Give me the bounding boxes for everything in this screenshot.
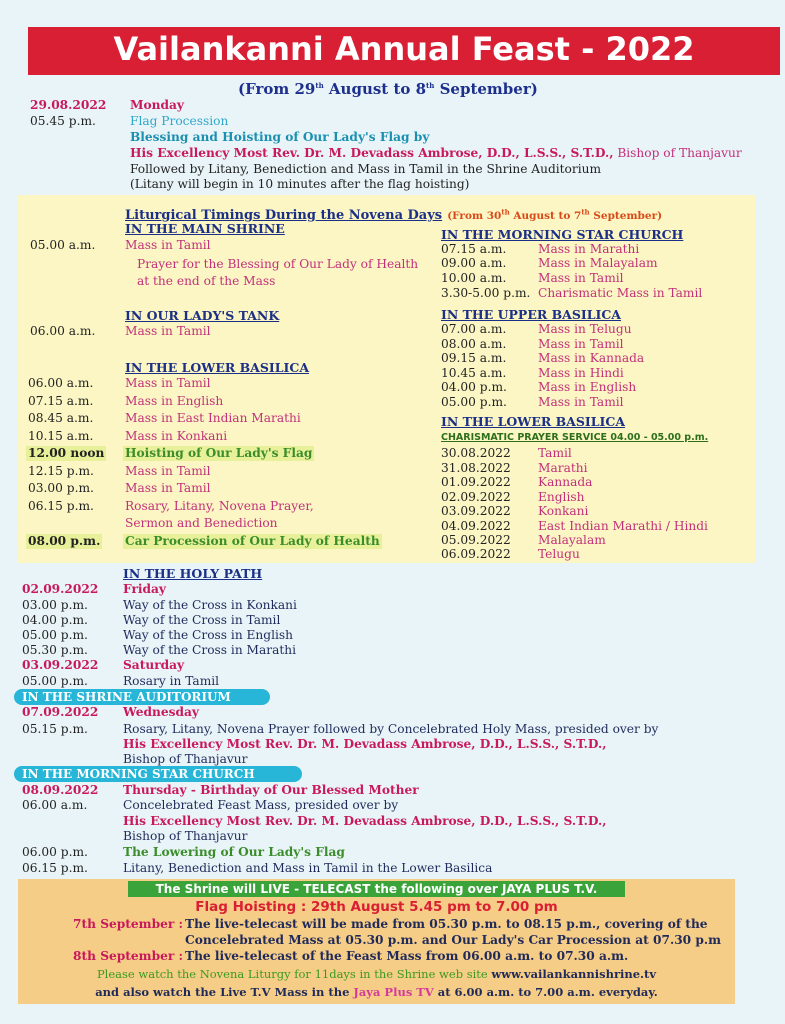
holy-path-date-2: 03.09.2022 bbox=[22, 658, 99, 672]
auditorium-pill: IN THE SHRINE AUDITORIUM bbox=[14, 689, 270, 705]
charismatic-lang-2: Marathi bbox=[538, 461, 588, 475]
upper-basilica-time-6: 05.00 p.m. bbox=[441, 395, 507, 409]
opening-line3: Followed by Litany, Benediction and Mass in Tamil in the Shrine Auditorium bbox=[130, 162, 602, 176]
lower-basilica-time-8: 06.15 p.m. bbox=[28, 499, 94, 513]
upper-basilica-time-4: 10.45 a.m. bbox=[441, 366, 507, 380]
lower-basilica-right-header: IN THE LOWER BASILICA bbox=[441, 414, 626, 429]
lower-basilica-event-7: Mass in Tamil bbox=[125, 481, 211, 495]
main-shrine-header: IN THE MAIN SHRINE bbox=[125, 221, 285, 236]
charismatic-lang-6: East Indian Marathi / Hindi bbox=[538, 519, 708, 533]
holy-path-day-1: Friday bbox=[123, 582, 166, 596]
holy-path-time-3: 05.00 p.m. bbox=[22, 628, 88, 642]
charismatic-date-8: 06.09.2022 bbox=[441, 547, 511, 561]
upper-basilica-event-1: Mass in Telugu bbox=[538, 322, 632, 336]
auditorium-date: 07.09.2022 bbox=[22, 705, 99, 719]
lower-basilica-event-3: Mass in East Indian Marathi bbox=[125, 411, 301, 425]
lower-basilica-event-8: Rosary, Litany, Novena Prayer, bbox=[125, 499, 314, 513]
tv-note: and also watch the Live T.V Mass in the Jaya Plus TV at 6.00 a.m. to 7.00 a.m. everyday. bbox=[95, 985, 658, 999]
tank-time: 06.00 a.m. bbox=[30, 324, 96, 338]
charismatic-date-7: 05.09.2022 bbox=[441, 533, 511, 547]
feast-day: Thursday - Birthday of Our Blessed Mother bbox=[123, 783, 419, 797]
charismatic-date-4: 02.09.2022 bbox=[441, 490, 511, 504]
upper-basilica-event-5: Mass in English bbox=[538, 380, 637, 394]
sept8-line: The live-telecast of the Feast Mass from 06.00 a.m. to 07.30 a.m. bbox=[185, 949, 629, 963]
auditorium-line1: Rosary, Litany, Novena Prayer followed by Concelebrated Holy Mass, presided over by bbox=[123, 722, 659, 736]
lower-basilica-time-2: 07.15 a.m. bbox=[28, 394, 94, 408]
main-shrine-prayer2: at the end of the Mass bbox=[137, 274, 276, 288]
sept7-line1: The live-telecast will be made from 05.30 p.m. to 08.15 p.m., covering of the bbox=[185, 917, 708, 931]
holy-path-time-2: 04.00 p.m. bbox=[22, 613, 88, 627]
holy-path-time-4: 05.30 p.m. bbox=[22, 643, 88, 657]
upper-basilica-time-2: 08.00 a.m. bbox=[441, 337, 507, 351]
lower-basilica-time-3: 08.45 a.m. bbox=[28, 411, 94, 425]
holy-path-event-1: Way of the Cross in Konkani bbox=[123, 598, 297, 612]
lower-basilica-event-4: Mass in Konkani bbox=[125, 429, 228, 443]
charismatic-date-2: 31.08.2022 bbox=[441, 461, 511, 475]
feast-event-3: Litany, Benediction and Mass in Tamil in the Lower Basilica bbox=[123, 861, 493, 875]
charismatic-date-5: 03.09.2022 bbox=[441, 504, 511, 518]
website-link[interactable]: www.vailankannishrine.tv bbox=[491, 967, 657, 981]
morning-star-header: IN THE MORNING STAR CHURCH bbox=[441, 227, 684, 242]
lower-basilica-event-2: Mass in English bbox=[125, 394, 224, 408]
feast-event-2: The Lowering of Our Lady's Flag bbox=[123, 845, 345, 859]
charismatic-lang-8: Telugu bbox=[538, 547, 580, 561]
charismatic-date-6: 04.09.2022 bbox=[441, 519, 511, 533]
holy-path-event-2: Way of the Cross in Tamil bbox=[123, 613, 281, 627]
charismatic-lang-4: English bbox=[538, 490, 585, 504]
charismatic-lang-1: Tamil bbox=[538, 446, 572, 460]
feast-date: 08.09.2022 bbox=[22, 783, 99, 797]
opening-line2: His Excellency Most Rev. Dr. M. Devadass Ambrose, D.D., L.S.S., S.T.D., Bishop of Thanjavur bbox=[130, 146, 742, 160]
upper-basilica-time-1: 07.00 a.m. bbox=[441, 322, 507, 336]
main-shrine-time: 05.00 a.m. bbox=[30, 238, 96, 252]
sept8-label: 8th September : bbox=[73, 949, 184, 963]
upper-basilica-event-4: Mass in Hindi bbox=[538, 366, 624, 380]
opening-time: 05.45 p.m. bbox=[30, 114, 96, 128]
lower-basilica-time-1: 06.00 a.m. bbox=[28, 376, 94, 390]
feast-time-3: 06.15 p.m. bbox=[22, 861, 88, 875]
morning-star-event-2: Mass in Malayalam bbox=[538, 256, 658, 270]
holy-path-time-1: 03.00 p.m. bbox=[22, 598, 88, 612]
upper-basilica-event-6: Mass in Tamil bbox=[538, 395, 624, 409]
feast-event-1: Concelebrated Feast Mass, presided over by bbox=[123, 798, 399, 812]
upper-basilica-time-5: 04.00 p.m. bbox=[441, 380, 507, 394]
lower-basilica-event-5: Hoisting of Our Lady's Flag bbox=[125, 446, 313, 460]
auditorium-day: Wednesday bbox=[123, 705, 199, 719]
date-range-subtitle: (From 29th August to 8th September) bbox=[238, 80, 538, 98]
morning-star-event-4: Charismatic Mass in Tamil bbox=[538, 286, 703, 300]
auditorium-line3: Bishop of Thanjavur bbox=[123, 752, 248, 766]
feast-time-1: 06.00 a.m. bbox=[22, 798, 88, 812]
holy-path-date-1: 02.09.2022 bbox=[22, 582, 99, 596]
lower-basilica-time-6: 12.15 p.m. bbox=[28, 464, 94, 478]
sept7-line2: Concelebrated Mass at 05.30 p.m. and Our Lady's Car Procession at 07.30 p.m bbox=[185, 933, 722, 947]
lower-basilica-time-7: 03.00 p.m. bbox=[28, 481, 94, 495]
flag-hoisting-telecast: Flag Hoisting : 29th August 5.45 pm to 7.00 pm bbox=[195, 899, 558, 915]
holy-path-header: IN THE HOLY PATH bbox=[123, 566, 263, 581]
lower-basilica-time-10: 08.00 p.m. bbox=[28, 534, 101, 548]
charismatic-date-3: 01.09.2022 bbox=[441, 475, 511, 489]
charismatic-date-1: 30.08.2022 bbox=[441, 446, 511, 460]
auditorium-time: 05.15 p.m. bbox=[22, 722, 88, 736]
charismatic-lang-7: Malayalam bbox=[538, 533, 606, 547]
morning-star-time-4: 3.30-5.00 p.m. bbox=[441, 286, 531, 300]
charismatic-lang-5: Konkani bbox=[538, 504, 589, 518]
upper-basilica-time-3: 09.15 a.m. bbox=[441, 351, 507, 365]
lower-basilica-header: IN THE LOWER BASILICA bbox=[125, 360, 310, 375]
holy-path-event-3: Way of the Cross in English bbox=[123, 628, 293, 642]
morning-star-event-1: Mass in Marathi bbox=[538, 242, 640, 256]
feast-event-1c: Bishop of Thanjavur bbox=[123, 829, 248, 843]
morning-star-time-3: 10.00 a.m. bbox=[441, 271, 507, 285]
tank-mass: Mass in Tamil bbox=[125, 324, 211, 338]
feast-event-1b: His Excellency Most Rev. Dr. M. Devadass Ambrose, D.D., L.S.S., S.T.D., bbox=[123, 814, 607, 828]
feast-time-2: 06.00 p.m. bbox=[22, 845, 88, 859]
title-banner bbox=[28, 27, 780, 75]
upper-basilica-event-2: Mass in Tamil bbox=[538, 337, 624, 351]
tank-header: IN OUR LADY'S TANK bbox=[125, 308, 280, 323]
morning-star-event-3: Mass in Tamil bbox=[538, 271, 624, 285]
lower-basilica-event-9: Sermon and Benediction bbox=[125, 516, 278, 530]
upper-basilica-event-3: Mass in Kannada bbox=[538, 351, 645, 365]
main-shrine-prayer1: Prayer for the Blessing of Our Lady of Health bbox=[137, 257, 419, 271]
opening-line4: (Litany will begin in 10 minutes after the flag hoisting) bbox=[130, 177, 470, 191]
charismatic-lang-3: Kannada bbox=[538, 475, 593, 489]
morning-star-pill: IN THE MORNING STAR CHURCH bbox=[14, 766, 302, 782]
lower-basilica-event-10: Car Procession of Our Lady of Health bbox=[125, 534, 380, 548]
holy-path-event-4: Way of the Cross in Marathi bbox=[123, 643, 297, 657]
auditorium-line2: His Excellency Most Rev. Dr. M. Devadass Ambrose, D.D., L.S.S., S.T.D., bbox=[123, 737, 607, 751]
morning-star-time-1: 07.15 a.m. bbox=[441, 242, 507, 256]
novena-heading: Liturgical Timings During the Novena Days (From 30th August to 7th September) bbox=[125, 207, 663, 223]
opening-event: Flag Procession bbox=[130, 114, 229, 128]
opening-line1: Blessing and Hoisting of Our Lady's Flag by bbox=[130, 130, 430, 144]
main-shrine-mass: Mass in Tamil bbox=[125, 238, 211, 252]
lower-basilica-event-6: Mass in Tamil bbox=[125, 464, 211, 478]
lower-basilica-time-4: 10.15 a.m. bbox=[28, 429, 94, 443]
opening-date: 29.08.2022 bbox=[30, 98, 107, 112]
lower-basilica-event-1: Mass in Tamil bbox=[125, 376, 211, 390]
opening-day: Monday bbox=[130, 98, 184, 112]
telecast-banner: The Shrine will LIVE - TELECAST the following over JAYA PLUS T.V. bbox=[128, 881, 625, 897]
charismatic-service: CHARISMATIC PRAYER SERVICE 04.00 - 05.00 p.m. bbox=[441, 432, 709, 443]
holy-path-time-5: 05.00 p.m. bbox=[22, 674, 88, 688]
upper-basilica-header: IN THE UPPER BASILICA bbox=[441, 307, 622, 322]
morning-star-time-2: 09.00 a.m. bbox=[441, 256, 507, 270]
web-note: Please watch the Novena Liturgy for 11days in the Shrine web site www.vailankannishrine.tv bbox=[96, 967, 657, 981]
holy-path-event-5: Rosary in Tamil bbox=[123, 674, 220, 688]
page-title: Vailankanni Annual Feast - 2022 bbox=[113, 30, 695, 68]
holy-path-day-2: Saturday bbox=[123, 658, 185, 672]
sept7-label: 7th September : bbox=[73, 917, 184, 931]
lower-basilica-time-5: 12.00 noon bbox=[28, 446, 105, 460]
